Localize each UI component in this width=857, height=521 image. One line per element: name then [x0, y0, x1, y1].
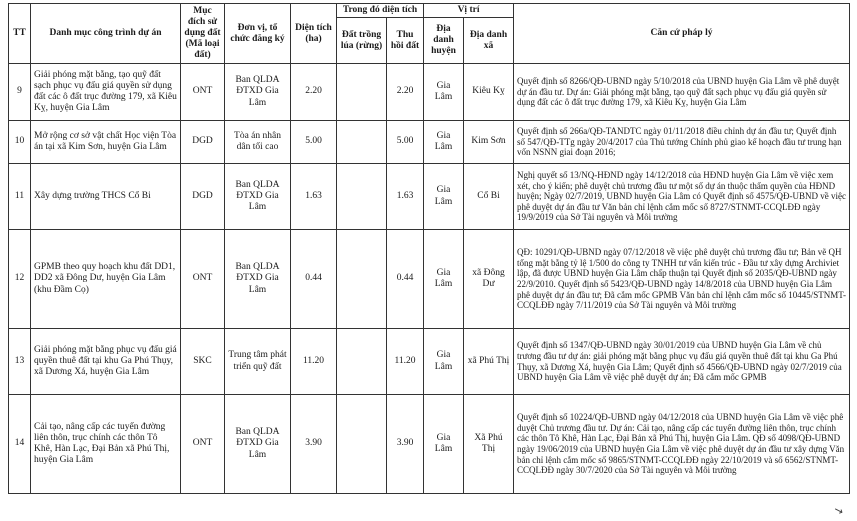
land-use-table	[8, 3, 850, 494]
scribble-mark-icon: ↘	[831, 502, 845, 519]
cell-name: Giải phóng mặt bằng phục vụ đấu giá quyền thuê đất tại khu Ga Phú Thụy, xã Dương Xá, huyện Gia Lâm	[31, 329, 181, 395]
header-purpose: Mục đích sử dụng đất (Mã loại đất)	[181, 4, 225, 64]
cell-recovered: 11.20	[387, 329, 424, 395]
cell-code: ONT	[181, 395, 225, 494]
header-name: Danh mục công trình dự án	[31, 4, 181, 64]
cell-legal: Quyết định số 10224/QĐ-UBND ngày 04/12/2018 của UBND huyện Gia Lâm về việc phê duyệt Chủ trương đầu tư. Dự án: Cải tạo, nâng cấp các tuyến đường liên thôn, trục chính các thôn Tô Khê, Hàn Lạc, Đại Bản xã Phú Thị, huyện Gia Lâm. QĐ số 4098/QĐ-UBND ngày 19/06/2019 của UBND huyện Gia Lâm về việc phê duyệt dự án đầu tư xây dựng Văn bản chỉ lệnh cắm mốc số 9865/STNMT-CCQLĐĐ ngày 22/10/2019 và số 6562/STNMT-CCQLĐĐ ngày 30/7/2020 của Sở Tài nguyên và Môi trường	[514, 395, 850, 494]
cell-name: Giải phóng mặt bằng, tạo quỹ đất sạch phục vụ đấu giá quyền sử dụng đất các ô đất trục đường 179, xã Kiêu Kỵ, huyện Gia Lâm	[31, 64, 181, 121]
header-location-group: Vị trí	[424, 4, 514, 18]
cell-code: DGD	[181, 121, 225, 164]
cell-rice	[337, 64, 387, 121]
cell-rice	[337, 395, 387, 494]
table-row	[9, 64, 850, 121]
cell-name: Cải tạo, nâng cấp các tuyến đường liên thôn, trục chính các thôn Tô Khê, Hàn Lạc, Đại Bản xã Phú Thị, huyện Gia Lâm	[31, 395, 181, 494]
header-commune: Địa danh xã	[464, 18, 514, 64]
cell-district: Gia Lâm	[424, 395, 464, 494]
cell-code: DGD	[181, 164, 225, 230]
cell-tt: 11	[9, 164, 31, 230]
cell-commune: xã Đông Dư	[464, 230, 514, 329]
cell-district: Gia Lâm	[424, 164, 464, 230]
header-area: Diện tích (ha)	[291, 4, 337, 64]
cell-commune: Xã Phú Thị	[464, 395, 514, 494]
cell-legal: Quyết định số 1347/QĐ-UBND ngày 30/01/2019 của UBND huyện Gia Lâm về chủ trương đầu tư dự án: giải phóng mặt bằng phục vụ đấu giá quyền thuê đất tại khu Ga Phú Thụy, xã Dương Xá, huyện Gia Lâm; Quyết định số 4566/QĐ-UBND ngày 02/7/2019 của UBND huyện Gia Lâm về việc phê duyệt dự án; Đã cắm mốc GPMB	[514, 329, 850, 395]
cell-code: ONT	[181, 230, 225, 329]
cell-area: 11.20	[291, 329, 337, 395]
cell-area: 1.63	[291, 164, 337, 230]
table-row	[9, 329, 850, 395]
table-header	[9, 4, 850, 64]
cell-org: Ban QLDA ĐTXD Gia Lâm	[225, 64, 291, 121]
table-row	[9, 164, 850, 230]
cell-recovered: 2.20	[387, 64, 424, 121]
cell-area: 2.20	[291, 64, 337, 121]
table-row	[9, 395, 850, 494]
header-org: Đơn vị, tổ chức đăng ký	[225, 4, 291, 64]
cell-rice	[337, 121, 387, 164]
cell-tt: 9	[9, 64, 31, 121]
cell-recovered: 0.44	[387, 230, 424, 329]
cell-code: ONT	[181, 64, 225, 121]
cell-area: 0.44	[291, 230, 337, 329]
cell-tt: 14	[9, 395, 31, 494]
cell-district: Gia Lâm	[424, 121, 464, 164]
cell-name: Mở rộng cơ sở vật chất Học viện Tòa án tại xã Kim Sơn, huyện Gia Lâm	[31, 121, 181, 164]
cell-name: GPMB theo quy hoạch khu đất DD1, DD2 xã Đông Dư, huyện Gia Lâm (khu Đầm Cọ)	[31, 230, 181, 329]
header-area-group: Trong đó diện tích	[337, 4, 424, 18]
cell-district: Gia Lâm	[424, 329, 464, 395]
cell-code: SKC	[181, 329, 225, 395]
table-row	[9, 230, 850, 329]
cell-legal: Nghị quyết số 13/NQ-HĐND ngày 14/12/2018 của HĐND huyện Gia Lâm về việc xem xét, cho ý kiến; phê duyệt chủ trương đầu tư một số dự án thuộc thẩm quyền của HĐND huyện; Ngày 02/7/2019, UBND huyện Gia Lâm có Quyết định số 4575/QĐ-UBND về việc phê duyệt dự án đầu tư Văn bản chỉ lệnh cắm mốc số 8727/STNMT-CCQLĐĐ ngày 19/9/2019 của Sở Tài nguyên và Môi trường	[514, 164, 850, 230]
cell-commune: Cổ Bi	[464, 164, 514, 230]
cell-org: Trung tâm phát triển quỹ đất	[225, 329, 291, 395]
header-recovered: Thu hồi đất	[387, 18, 424, 64]
land-use-table-sheet	[8, 3, 849, 494]
cell-org: Ban QLDA ĐTXD Gia Lâm	[225, 395, 291, 494]
header-rice: Đất trồng lúa (rừng)	[337, 18, 387, 64]
cell-legal: QĐ: 10291/QĐ-UBND ngày 07/12/2018 về việc phê duyệt chủ trương đầu tư; Bản vẽ QH tổng mặt bằng tỷ lệ 1/500 do công ty TNHH tư vấn kiến trúc - Đầu tư xây dựng Archiviet lập, đã được UBND huyện Gia Lâm chấp thuận tại Quyết định số 2035/QĐ-UBND ngày 22/9/2010. Quyết định số 5423/QĐ-UBND ngày 14/8/2018 của UBND huyện Gia Lâm phê duyệt dự án đầu tư; Đã cắm mốc GPMB Văn bản chỉ lệnh cắm mốc số 10445/STNMT-CCQLĐĐ ngày 7/11/2019 của Sở Tài nguyên và Môi trường	[514, 230, 850, 329]
cell-district: Gia Lâm	[424, 64, 464, 121]
cell-legal: Quyết định số 266a/QĐ-TANDTC ngày 01/11/2018 điều chỉnh dự án đầu tư; Quyết định số 547/QĐ-TTg ngày 20/4/2017 của Thủ tướng Chính phủ giao kế hoạch đầu tư trung hạn vốn NSNN giai đoạn 2016;	[514, 121, 850, 164]
cell-legal: Quyết định số 8266/QĐ-UBND ngày 5/10/2018 của UBND huyện Gia Lâm về phê duyệt dự án đầu tư. Dự án: Giải phóng mặt bằng, tạo quỹ đất sạch phục vụ đấu giá quyền sử dụng đất các ô đất trục đường 179, xã Kiêu Kỵ, huyện Gia Lâm	[514, 64, 850, 121]
cell-tt: 12	[9, 230, 31, 329]
table-body	[9, 64, 850, 494]
cell-commune: Kiêu Kỵ	[464, 64, 514, 121]
cell-recovered: 3.90	[387, 395, 424, 494]
cell-rice	[337, 230, 387, 329]
cell-area: 5.00	[291, 121, 337, 164]
cell-district: Gia Lâm	[424, 230, 464, 329]
table-row	[9, 121, 850, 164]
cell-rice	[337, 164, 387, 230]
cell-recovered: 5.00	[387, 121, 424, 164]
cell-commune: xã Phú Thị	[464, 329, 514, 395]
header-tt: TT	[9, 4, 31, 64]
cell-area: 3.90	[291, 395, 337, 494]
cell-org: Tòa án nhân dân tối cao	[225, 121, 291, 164]
header-legal: Căn cứ pháp lý	[514, 4, 850, 64]
cell-recovered: 1.63	[387, 164, 424, 230]
cell-commune: Kim Sơn	[464, 121, 514, 164]
cell-rice	[337, 329, 387, 395]
header-district: Địa danh huyện	[424, 18, 464, 64]
cell-name: Xây dựng trường THCS Cổ Bi	[31, 164, 181, 230]
cell-tt: 13	[9, 329, 31, 395]
cell-tt: 10	[9, 121, 31, 164]
cell-org: Ban QLDA ĐTXD Gia Lâm	[225, 164, 291, 230]
cell-org: Ban QLDA ĐTXD Gia Lâm	[225, 230, 291, 329]
